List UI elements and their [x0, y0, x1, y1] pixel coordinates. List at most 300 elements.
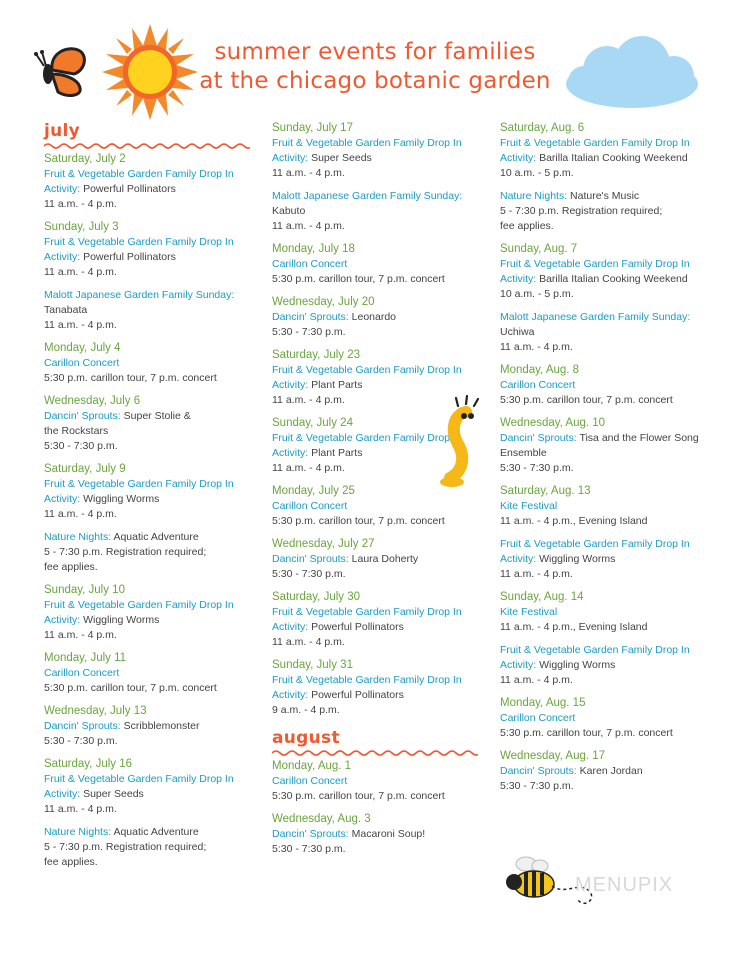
event-info: 5:30 - 7:30 p.m. — [272, 326, 346, 338]
event-info-line — [500, 514, 715, 529]
event-item — [500, 416, 715, 476]
event-label: Activity: — [500, 553, 537, 565]
event-label: Activity: — [44, 493, 81, 505]
event-date-line — [44, 704, 256, 719]
worm-icon — [436, 394, 488, 494]
column-1 — [44, 121, 256, 878]
event-info-line — [500, 340, 715, 355]
event-detail-line — [500, 189, 715, 204]
event-detail: Powerful Pollinators — [83, 183, 176, 195]
event-detail: Aquatic Adventure — [113, 531, 199, 543]
event-detail: Nature's Music — [570, 190, 640, 202]
event-name-line — [272, 673, 487, 688]
event-date: Monday, July 11 — [44, 652, 127, 664]
event-info-line — [44, 545, 256, 560]
event-name: Malott Japanese Garden Family Sunday: — [272, 190, 463, 202]
event-detail-line — [44, 825, 256, 840]
event-detail: Tisa and the Flower Song — [579, 432, 699, 444]
event-label: Activity: — [272, 152, 309, 164]
event-label: Activity: — [272, 447, 309, 459]
event-label: Activity: — [44, 183, 81, 195]
event-item — [500, 310, 715, 355]
event-info: 11 a.m. - 4 p.m. — [44, 803, 117, 815]
event-detail-line — [500, 764, 715, 779]
event-info: 11 a.m. - 4 p.m. — [44, 198, 117, 210]
event-date-line — [44, 462, 256, 477]
event-label: Activity: — [500, 659, 537, 671]
event-label: Activity: — [44, 614, 81, 626]
event-date: Wednesday, July 20 — [272, 296, 375, 308]
event-info-line — [44, 855, 256, 870]
event-item — [500, 363, 715, 408]
event-info: 5:30 p.m. carillon tour, 7 p.m. concert — [44, 372, 217, 384]
event-name: Carillon Concert — [44, 667, 120, 679]
event-label: Dancin' Sprouts: — [272, 311, 349, 323]
event-detail-line — [272, 378, 487, 393]
event-detail-line — [272, 552, 487, 567]
event-detail: Wiggling Worms — [539, 659, 616, 671]
event-info-line — [44, 371, 256, 386]
event-info: 5:30 p.m. carillon tour, 7 p.m. concert — [272, 515, 445, 527]
event-info-line — [44, 802, 256, 817]
event-name-line — [44, 288, 256, 303]
event-info: 11 a.m. - 4 p.m. — [500, 341, 573, 353]
event-name: Fruit & Vegetable Garden Family Drop In — [272, 606, 462, 618]
event-label: Activity: — [272, 621, 309, 633]
event-label: Dancin' Sprouts: — [500, 765, 577, 777]
event-info: 11 a.m. - 4 p.m. — [272, 394, 345, 406]
event-date-line — [272, 295, 487, 310]
event-detail: Super Stolie & — [123, 410, 191, 422]
event-info: 5:30 p.m. carillon tour, 7 p.m. concert — [500, 727, 673, 739]
event-item — [272, 121, 487, 181]
event-item — [500, 484, 715, 529]
event-detail: Powerful Pollinators — [83, 251, 176, 263]
event-info-line — [500, 673, 715, 688]
event-detail: Super Seeds — [311, 152, 372, 164]
event-label: Nature Nights: — [44, 826, 112, 838]
event-name-line — [500, 378, 715, 393]
event-detail: Wiggling Worms — [83, 614, 160, 626]
event-name-line — [44, 235, 256, 250]
event-item — [500, 696, 715, 741]
event-item — [44, 341, 256, 386]
event-date: Sunday, Aug. 7 — [500, 243, 578, 255]
event-date-line — [44, 220, 256, 235]
event-name-line — [44, 167, 256, 182]
event-info: 5:30 p.m. carillon tour, 7 p.m. concert — [500, 394, 673, 406]
event-info-line — [500, 567, 715, 582]
event-detail: Barilla Italian Cooking Weekend — [539, 273, 688, 285]
event-date: Sunday, Aug. 14 — [500, 591, 584, 603]
event-info-line — [500, 219, 715, 234]
column-3 — [500, 121, 715, 802]
event-info-line — [44, 840, 256, 855]
event-info: 5:30 p.m. carillon tour, 7 p.m. concert — [272, 273, 445, 285]
event-item — [500, 590, 715, 635]
event-item — [272, 590, 487, 650]
page-header — [0, 0, 750, 120]
event-detail-line — [272, 688, 487, 703]
event-info-line — [500, 287, 715, 302]
event-name: Carillon Concert — [272, 500, 348, 512]
event-info-line — [272, 635, 487, 650]
event-info-line — [272, 166, 487, 181]
event-info-line — [272, 514, 487, 529]
event-date-line — [272, 590, 487, 605]
event-detail-line — [44, 530, 256, 545]
event-date: Wednesday, Aug. 17 — [500, 750, 606, 762]
event-info: the Rockstars — [44, 425, 109, 437]
event-info-line — [500, 620, 715, 635]
event-date: Sunday, July 17 — [272, 122, 353, 134]
event-name: Carillon Concert — [500, 379, 576, 391]
event-date-line — [44, 651, 256, 666]
event-info: 11 a.m. - 4 p.m. — [500, 674, 573, 686]
event-detail-line — [272, 620, 487, 635]
event-info: 11 a.m. - 4 p.m. — [272, 220, 345, 232]
event-info: fee applies. — [500, 220, 554, 232]
wavy-divider — [272, 749, 478, 757]
event-info-line — [500, 393, 715, 408]
event-detail: Barilla Italian Cooking Weekend — [539, 152, 688, 164]
event-name-line — [500, 711, 715, 726]
event-item — [44, 220, 256, 280]
event-date-line — [500, 242, 715, 257]
event-item — [500, 537, 715, 582]
event-info: Tanabata — [44, 304, 88, 316]
event-item — [500, 749, 715, 794]
event-name: Fruit & Vegetable Garden Family Drop In — [44, 478, 234, 490]
event-date-line — [44, 394, 256, 409]
event-info-line — [500, 446, 715, 461]
event-item — [272, 537, 487, 582]
event-list — [272, 759, 487, 857]
event-date: Saturday, July 16 — [44, 758, 133, 770]
event-item — [500, 643, 715, 688]
event-date: Monday, Aug. 1 — [272, 760, 352, 772]
event-info-line — [272, 842, 487, 857]
event-detail: Powerful Pollinators — [311, 689, 404, 701]
event-info: 11 a.m. - 4 p.m. — [44, 266, 117, 278]
event-detail: Plant Parts — [311, 379, 363, 391]
event-name-line — [272, 499, 487, 514]
event-label: Dancin' Sprouts: — [272, 553, 349, 565]
event-info-line — [272, 567, 487, 582]
event-name: Fruit & Vegetable Garden Family Drop In — [500, 137, 690, 149]
event-info-line — [44, 303, 256, 318]
event-item — [44, 704, 256, 749]
event-info: 11 a.m. - 4 p.m. — [272, 462, 345, 474]
event-detail-line — [500, 552, 715, 567]
event-label: Activity: — [272, 689, 309, 701]
event-info-line — [44, 439, 256, 454]
event-detail: Leonardo — [351, 311, 397, 323]
event-date: Wednesday, July 6 — [44, 395, 141, 407]
butterfly-icon — [28, 44, 90, 100]
event-info-line — [44, 560, 256, 575]
event-date: Saturday, July 2 — [44, 153, 126, 165]
event-name: Fruit & Vegetable Garden Family Drop In — [500, 538, 690, 550]
event-name: Malott Japanese Garden Family Sunday: — [500, 311, 691, 323]
event-info: 11 a.m. - 4 p.m. — [44, 629, 117, 641]
event-info: 5 - 7:30 p.m. Registration required; — [500, 205, 663, 217]
cloud-icon — [562, 34, 702, 110]
event-info-line — [44, 507, 256, 522]
event-list — [44, 152, 256, 870]
event-info-line — [272, 204, 487, 219]
event-info: 5:30 p.m. carillon tour, 7 p.m. concert — [272, 790, 445, 802]
event-label: Dancin' Sprouts: — [44, 410, 121, 422]
event-info-line — [272, 219, 487, 234]
wavy-divider — [44, 142, 250, 150]
event-info: Ensemble — [500, 447, 547, 459]
event-name-line — [44, 598, 256, 613]
event-info: Kabuto — [272, 205, 306, 217]
event-info-line — [44, 318, 256, 333]
event-item — [272, 759, 487, 804]
event-date-line — [500, 590, 715, 605]
event-info-line — [272, 703, 487, 718]
event-date-line — [44, 757, 256, 772]
event-item — [500, 242, 715, 302]
event-detail-line — [500, 658, 715, 673]
event-item — [272, 812, 487, 857]
event-info: 11 a.m. - 4 p.m., Evening Island — [500, 621, 648, 633]
event-date-line — [500, 696, 715, 711]
event-info-line — [44, 734, 256, 749]
event-label: Dancin' Sprouts: — [44, 720, 121, 732]
title-line-2: at the chicago botanic garden — [199, 68, 551, 94]
event-name-line — [500, 310, 715, 325]
event-name: Fruit & Vegetable Garden Family Drop In — [272, 364, 462, 376]
event-info-line — [44, 197, 256, 212]
event-date-line — [500, 363, 715, 378]
event-name: Carillon Concert — [272, 258, 348, 270]
event-name-line — [44, 477, 256, 492]
event-name-line — [44, 772, 256, 787]
event-detail-line — [500, 431, 715, 446]
month-title: august — [272, 728, 340, 748]
event-name-line — [44, 666, 256, 681]
event-list — [500, 121, 715, 794]
event-item — [44, 651, 256, 696]
event-info: 5 - 7:30 p.m. Registration required; — [44, 841, 207, 853]
event-name: Fruit & Vegetable Garden Family Drop In — [44, 773, 234, 785]
event-date: Monday, July 18 — [272, 243, 355, 255]
event-info-line — [44, 681, 256, 696]
event-date: Wednesday, Aug. 3 — [272, 813, 371, 825]
event-info: 5:30 - 7:30 p.m. — [272, 568, 346, 580]
event-detail: Scribblemonster — [123, 720, 200, 732]
event-label: Nature Nights: — [500, 190, 568, 202]
event-detail: Powerful Pollinators — [311, 621, 404, 633]
event-item — [44, 152, 256, 212]
event-name-line — [500, 643, 715, 658]
event-detail-line — [44, 250, 256, 265]
event-detail: Plant Parts — [311, 447, 363, 459]
event-info: 11 a.m. - 4 p.m. — [44, 508, 117, 520]
event-info: 5 - 7:30 p.m. Registration required; — [44, 546, 207, 558]
event-name-line — [500, 257, 715, 272]
event-detail: Wiggling Worms — [83, 493, 160, 505]
event-name: Fruit & Vegetable Garden Family Drop In — [44, 236, 234, 248]
event-date-line — [272, 759, 487, 774]
event-date-line — [500, 749, 715, 764]
event-info: Uchiwa — [500, 326, 535, 338]
event-info-line — [44, 424, 256, 439]
event-name: Kite Festival — [500, 500, 558, 512]
event-detail: Macaroni Soup! — [351, 828, 426, 840]
event-date-line — [44, 152, 256, 167]
event-detail-line — [44, 613, 256, 628]
event-info-line — [500, 325, 715, 340]
event-info-line — [500, 779, 715, 794]
event-info: fee applies. — [44, 561, 98, 573]
event-date-line — [500, 416, 715, 431]
event-item — [272, 295, 487, 340]
event-detail-line — [272, 827, 487, 842]
event-info: 5:30 - 7:30 p.m. — [500, 462, 574, 474]
event-info-line — [44, 265, 256, 280]
event-info-line — [500, 726, 715, 741]
event-item — [44, 757, 256, 817]
event-detail-line — [44, 492, 256, 507]
event-name-line — [500, 605, 715, 620]
event-item — [44, 288, 256, 333]
event-name-line — [272, 136, 487, 151]
event-label: Dancin' Sprouts: — [500, 432, 577, 444]
event-info: fee applies. — [44, 856, 98, 868]
event-name: Malott Japanese Garden Family Sunday: — [44, 289, 235, 301]
event-detail-line — [44, 182, 256, 197]
event-item — [44, 462, 256, 522]
event-date: Wednesday, July 27 — [272, 538, 375, 550]
event-name-line — [272, 774, 487, 789]
sun-icon — [100, 22, 200, 122]
event-date: Sunday, July 24 — [272, 417, 353, 429]
event-name-line — [272, 605, 487, 620]
event-date-line — [500, 484, 715, 499]
event-item — [272, 242, 487, 287]
event-date: Saturday, Aug. 13 — [500, 485, 591, 497]
title-line-1: summer events for families — [214, 39, 536, 65]
event-detail: Laura Doherty — [351, 553, 419, 565]
event-date-line — [500, 121, 715, 136]
event-date: Sunday, July 31 — [272, 659, 353, 671]
event-item — [44, 530, 256, 575]
event-name: Fruit & Vegetable Garden Family Drop In — [272, 674, 462, 686]
event-label: Activity: — [500, 273, 537, 285]
event-name-line — [500, 499, 715, 514]
event-detail-line — [44, 719, 256, 734]
event-date-line — [272, 242, 487, 257]
event-info: 11 a.m. - 4 p.m. — [272, 167, 345, 179]
event-item — [500, 121, 715, 181]
event-date: Monday, Aug. 8 — [500, 364, 580, 376]
event-detail-line — [272, 310, 487, 325]
event-info-line — [272, 272, 487, 287]
watermark: MENUPIX — [575, 874, 674, 896]
event-date-line — [44, 341, 256, 356]
event-name-line — [272, 189, 487, 204]
event-name: Carillon Concert — [272, 775, 348, 787]
event-name: Carillon Concert — [500, 712, 576, 724]
event-detail: Karen Jordan — [579, 765, 643, 777]
event-item — [272, 189, 487, 234]
event-name-line — [500, 136, 715, 151]
event-info: 10 a.m. - 5 p.m. — [500, 167, 574, 179]
event-name: Fruit & Vegetable Garden Family Drop In — [272, 432, 462, 444]
event-detail-line — [500, 272, 715, 287]
event-info: 11 a.m. - 4 p.m. — [272, 636, 345, 648]
event-info: 5:30 - 7:30 p.m. — [44, 735, 118, 747]
event-name-line — [272, 257, 487, 272]
event-item — [44, 825, 256, 870]
event-date: Saturday, Aug. 6 — [500, 122, 585, 134]
event-info: 5:30 - 7:30 p.m. — [44, 440, 118, 452]
event-item — [44, 394, 256, 454]
event-date-line — [44, 583, 256, 598]
month-heading-july — [44, 121, 256, 150]
event-name-line — [272, 363, 487, 378]
event-label: Dancin' Sprouts: — [272, 828, 349, 840]
event-date-line — [272, 658, 487, 673]
event-date: Wednesday, Aug. 10 — [500, 417, 606, 429]
event-name: Kite Festival — [500, 606, 558, 618]
event-name: Fruit & Vegetable Garden Family Drop In — [44, 599, 234, 611]
event-name-line — [44, 356, 256, 371]
event-info-line — [272, 325, 487, 340]
event-date: Monday, July 25 — [272, 485, 355, 497]
event-info: 11 a.m. - 4 p.m., Evening Island — [500, 515, 648, 527]
event-detail: Wiggling Worms — [539, 553, 616, 565]
event-info: 5:30 p.m. carillon tour, 7 p.m. concert — [44, 682, 217, 694]
event-name: Fruit & Vegetable Garden Family Drop In — [500, 644, 690, 656]
event-label: Nature Nights: — [44, 531, 112, 543]
event-date: Sunday, July 3 — [44, 221, 119, 233]
event-name: Fruit & Vegetable Garden Family Drop In — [44, 168, 234, 180]
event-date: Monday, July 4 — [44, 342, 121, 354]
event-info: 11 a.m. - 4 p.m. — [44, 319, 117, 331]
event-detail-line — [272, 151, 487, 166]
event-info-line — [500, 461, 715, 476]
event-date-line — [272, 348, 487, 363]
month-heading-august — [272, 728, 487, 757]
event-item — [500, 189, 715, 234]
event-info: 5:30 - 7:30 p.m. — [500, 780, 574, 792]
event-info: 10 a.m. - 5 p.m. — [500, 288, 574, 300]
event-item — [44, 583, 256, 643]
event-name: Fruit & Vegetable Garden Family Drop In — [500, 258, 690, 270]
event-date: Saturday, July 30 — [272, 591, 361, 603]
event-info-line — [500, 204, 715, 219]
event-info-line — [500, 166, 715, 181]
event-detail-line — [500, 151, 715, 166]
event-date: Sunday, July 10 — [44, 584, 125, 596]
event-detail: Aquatic Adventure — [113, 826, 199, 838]
event-date-line — [272, 812, 487, 827]
event-detail-line — [44, 787, 256, 802]
event-date: Wednesday, July 13 — [44, 705, 147, 717]
event-item — [272, 658, 487, 718]
event-date: Saturday, July 9 — [44, 463, 126, 475]
event-detail-line — [44, 409, 256, 424]
event-label: Activity: — [272, 379, 309, 391]
event-info: 11 a.m. - 4 p.m. — [500, 568, 573, 580]
event-label: Activity: — [44, 788, 81, 800]
event-name: Fruit & Vegetable Garden Family Drop In — [272, 137, 462, 149]
